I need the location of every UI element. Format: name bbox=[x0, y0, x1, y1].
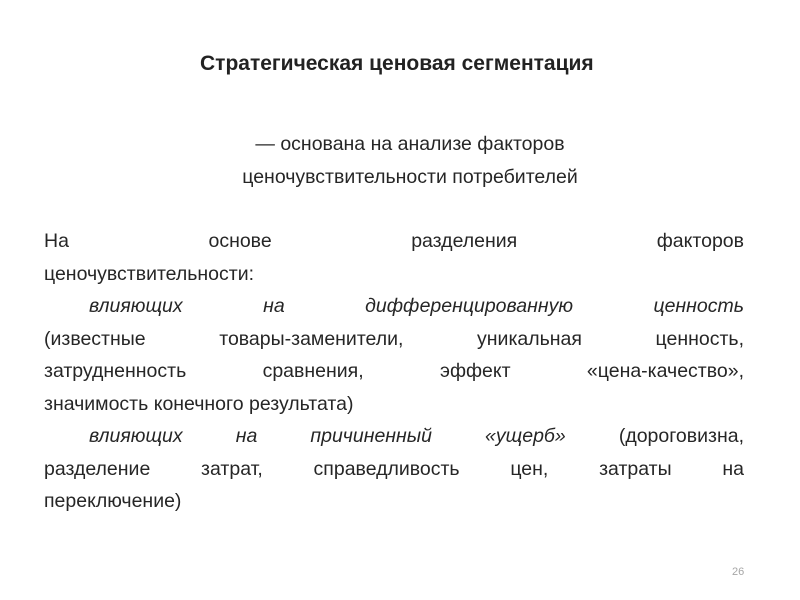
group1-line: затрудненность сравнения, эффект «цена-качество», bbox=[44, 360, 744, 382]
group2-heading: влияющих на причиненный «ущерб» bbox=[89, 425, 566, 447]
intro-line bbox=[44, 225, 744, 258]
intro-line: ценочувствительности: bbox=[44, 262, 255, 285]
subtitle-line: — основана на анализе факторов bbox=[255, 133, 565, 155]
group2-line: разделение затрат, справедливость цен, затраты на bbox=[44, 457, 744, 480]
intro-word: факторов bbox=[656, 230, 744, 252]
group1-heading: влияющих на дифференцированную ценность bbox=[89, 295, 744, 317]
group2-line: (дороговизна, bbox=[618, 425, 744, 447]
group2-line: переключение) bbox=[44, 490, 182, 512]
group1-line: (известные товары-заменители, уникальная ценность, bbox=[44, 327, 744, 350]
slide-title: Стратегическая ценовая сегментация bbox=[200, 52, 594, 75]
intro-word: основе bbox=[208, 230, 272, 252]
group2-first-line bbox=[44, 420, 744, 453]
page-number: 26 bbox=[732, 566, 745, 578]
intro-word: На bbox=[44, 230, 69, 252]
slide-subtitle bbox=[140, 128, 680, 194]
subtitle-line: ценочувствительности потребителей bbox=[242, 166, 578, 188]
intro-word: разделения bbox=[411, 230, 518, 252]
group1-line: значимость конечного результата) bbox=[44, 392, 354, 415]
slide-body bbox=[44, 225, 744, 518]
